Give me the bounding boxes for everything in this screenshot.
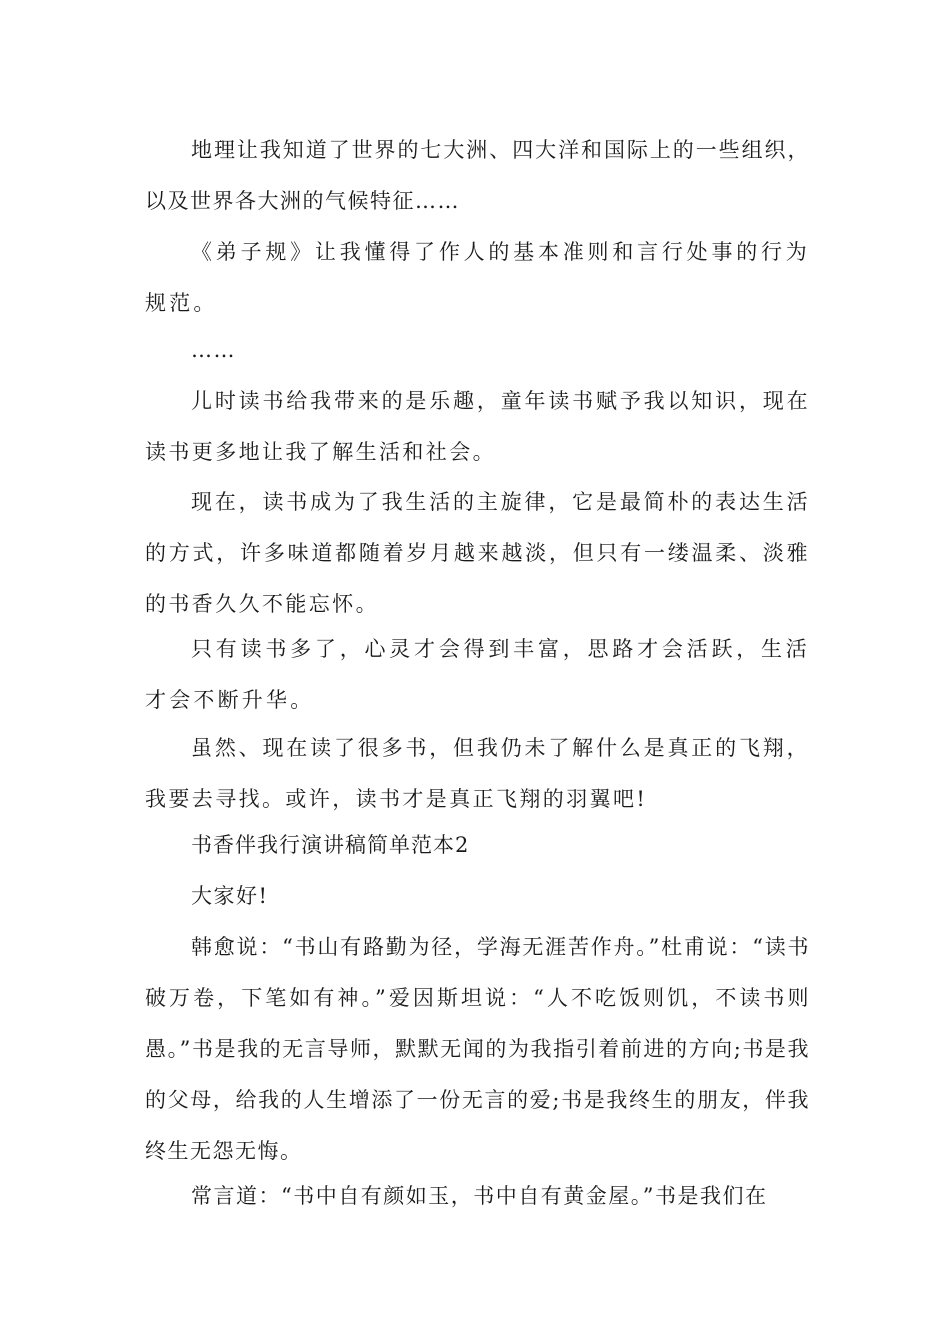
paragraph-quotes: 韩愈说：“书山有路勤为径，学海无涯苦作舟。”杜甫说：“读书破万卷，下笔如有神。”爱因斯坦说：“人不吃饭则饥，不读书则愚。”书是我的无言导师，默默无闻的为我指引着前进的方向;书是我的父母，给我的人生增添了一份无言的爱;书是我终生的朋友，伴我终生无怨无悔。 [145,935,810,1163]
paragraph-dizigui: 《弟子规》让我懂得了作人的基本准则和言行处事的行为规范。 [145,240,810,315]
paragraph-read-more: 只有读书多了，心灵才会得到丰富，思路才会活跃，生活才会不断升华。 [145,637,810,712]
paragraph-main-theme: 现在，读书成为了我生活的主旋律，它是最简朴的表达生活的方式，许多味道都随着岁月越来越淡，但只有一缕温柔、淡雅的书香久久不能忘怀。 [145,490,810,616]
paragraph-childhood-reading: 儿时读书给我带来的是乐趣，童年读书赋予我以知识，现在读书更多地让我了解生活和社会。 [145,389,810,464]
paragraph-flying: 虽然、现在读了很多书，但我仍未了解什么是真正的飞翔，我要去寻找。或许，读书才是真正飞翔的羽翼吧! [145,736,810,811]
paragraph-saying: 常言道：“书中自有颜如玉，书中自有黄金屋。”书是我们在 [191,1184,768,1208]
section-title: 书香伴我行演讲稿简单范本2 [191,833,470,857]
paragraph-geography: 地理让我知道了世界的七大洲、四大洋和国际上的一些组织，以及世界各大洲的气候特征…… [145,138,810,213]
paragraph-ellipsis: …… [191,338,236,362]
greeting: 大家好! [191,884,269,908]
